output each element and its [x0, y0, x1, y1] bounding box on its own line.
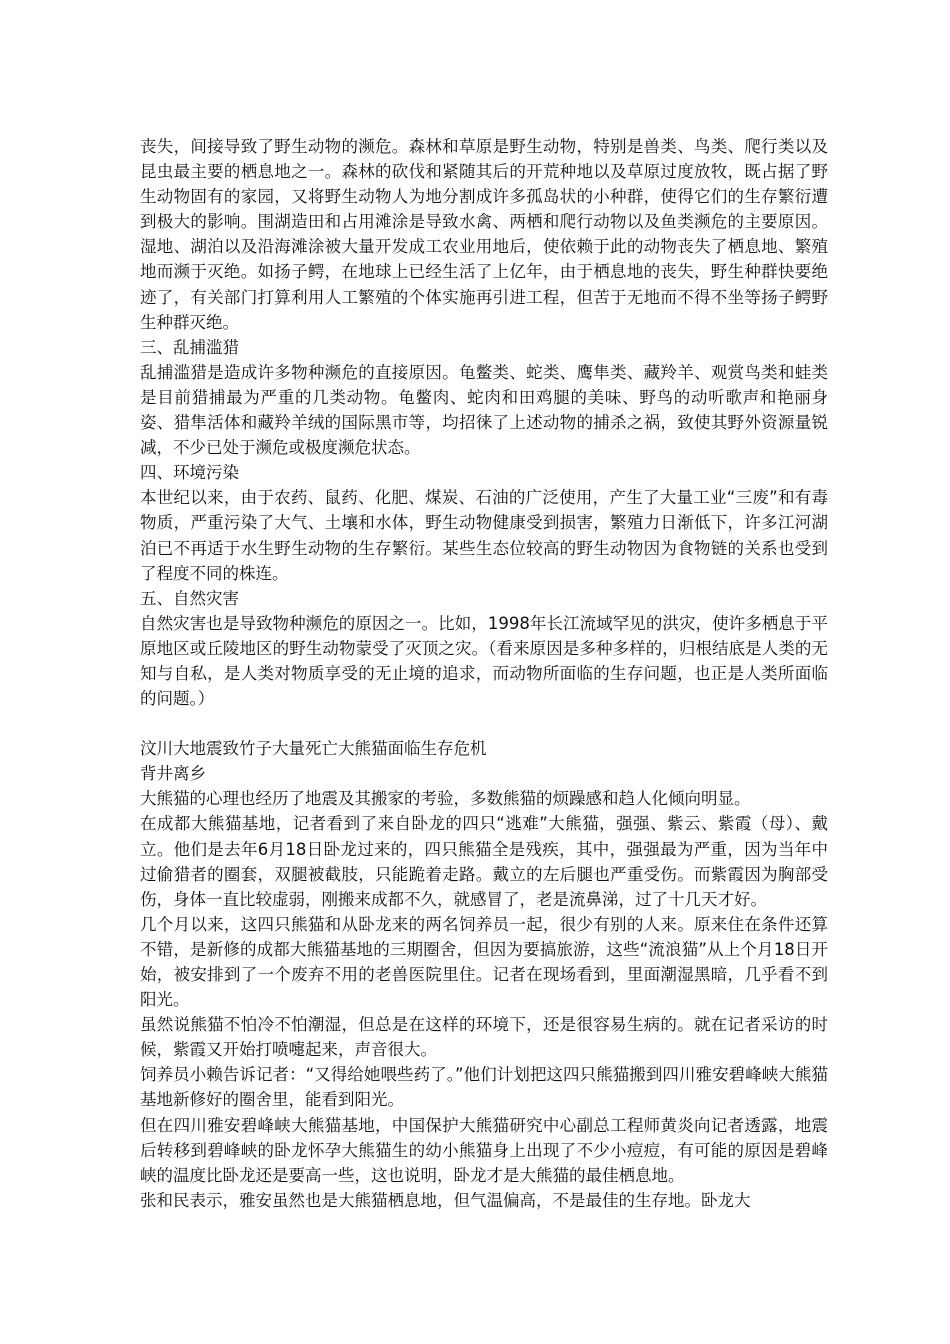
paragraph-overhunting: 乱捕滥猎是造成许多物种濒危的直接原因。龟鳖类、蛇类、鹰隼类、藏羚羊、观赏鸟类和蛙类是目前猎捕最为严重的几类动物。龟鳖肉、蛇肉和田鸡腿的美味、野鸟的动听歌声和艳丽身姿、猎隼活体和藏羚羊绒的国际黑市等，均招徕了上述动物的捕杀之祸，致使其野外资源量锐减，不少已处于濒危或极度濒危状态。 — [140, 362, 828, 458]
section-heading-overhunting: 三、乱捕滥猎 — [140, 337, 239, 357]
article-subtitle: 背井离乡 — [140, 764, 206, 784]
paragraph-humidity: 虽然说熊猫不怕冷不怕潮湿，但总是在这样的环境下，还是很容易生病的。就在记者采访的时候，紫霞又开始打喷嚏起来，声音很大。 — [140, 1015, 828, 1060]
section-heading-natural-disasters: 五、自然灾害 — [140, 588, 239, 608]
blank-line — [140, 711, 828, 736]
paragraph-zhang-hemin: 张和民表示，雅安虽然也是大熊猫栖息地，但气温偏高，不是最佳的生存地。卧龙大 — [140, 1190, 751, 1210]
paragraph-panda-psychology: 大熊猫的心理也经历了地震及其搬家的考验，多数熊猫的烦躁感和趋人化倾向明显。 — [140, 789, 751, 809]
article-title: 汶川大地震致竹子大量死亡大熊猫面临生存危机 — [140, 739, 487, 759]
paragraph-chengdu-base: 在成都大熊猫基地，记者看到了来自卧龙的四只“逃难”大熊猫，强强、紫云、紫霞（母）、戴立。他们是去年6月18日卧龙过来的，四只熊猫全是残疾，其中，强强最为严重，因为当年中过偷猎者的圈套，双腿被截肢，只能跪着走路。戴立的左后腿也严重受伤。而紫霞因为胸部受伤，身体一直比较虚弱，刚搬来成都不久，就感冒了，老是流鼻涕，过了十几天才好。 — [140, 814, 828, 909]
paragraph-natural-disasters: 自然灾害也是导致物种濒危的原因之一。比如，1998年长江流域罕见的洪灾，使许多栖息于平原地区或丘陵地区的野生动物蒙受了灭顶之灾。（看来原因是多种多样的，归根结底是人类的无知与自私，是人类对物质享受的无止境的追求，而动物所面临的生存问题，也正是人类所面临的问题。） — [140, 613, 828, 709]
paragraph-keeper-quote: 饲养员小赖告诉记者：“又得给她喂些药了。”他们计划把这四只熊猫搬到四川雅安碧峰峡大熊猫基地新修好的圈舍里，能看到阳光。 — [140, 1065, 828, 1110]
paragraph-keepers: 几个月以来，这四只熊猫和从卧龙来的两名饲养员一起，很少有别的人来。原来住在条件还算不错，是新修的成都大熊猫基地的三期圈舍，但因为要搞旅游，这些“流浪猫”从上个月18日开始，被安排到了一个废弃不用的老兽医院里住。记者在现场看到，里面潮湿黑暗，几乎看不到阳光。 — [140, 914, 828, 1010]
paragraph-pollution: 本世纪以来，由于农药、鼠药、化肥、煤炭、石油的广泛使用，产生了大量工业“三废”和有毒物质，严重污染了大气、土壤和水体，野生动物健康受到损害，繁殖力日渐低下，许多江河湖泊已不再适于水生野生动物的生存繁衍。某些生态位较高的野生动物因为食物链的关系也受到了程度不同的株连。 — [140, 488, 828, 583]
section-heading-pollution: 四、环境污染 — [140, 463, 239, 483]
document-page — [140, 134, 828, 1213]
paragraph-bifengxia: 但在四川雅安碧峰峡大熊猫基地，中国保护大熊猫研究中心副总工程师黄炎向记者透露，地震后转移到碧峰峡的卧龙怀孕大熊猫生的幼小熊猫身上出现了不少小痘痘，有可能的原因是碧峰峡的温度比卧龙还是要高一些，这也说明，卧龙才是大熊猫的最佳栖息地。 — [140, 1115, 828, 1185]
paragraph-habitat-loss: 丧失，间接导致了野生动物的濒危。森林和草原是野生动物，特别是兽类、鸟类、爬行类以及昆虫最主要的栖息地之一。森林的砍伐和紧随其后的开荒种地以及草原过度放牧，既占据了野生动物固有的家园，又将野生动物人为地分割成许多孤岛状的小种群，使得它们的生存繁衍遭到极大的影响。围湖造田和占用滩涂是导致水禽、两栖和爬行动物以及鱼类濒危的主要原因。湿地、湖泊以及沿海滩涂被大量开发成工农业用地后，使依赖于此的动物丧失了栖息地、繁殖地而濒于灭绝。如扬子鳄，在地球上已经生活了上亿年，由于栖息地的丧失，野生种群快要绝迹了，有关部门打算利用人工繁殖的个体实施再引进工程，但苦于无地而不得不坐等扬子鳄野生种群灭绝。 — [140, 137, 828, 332]
